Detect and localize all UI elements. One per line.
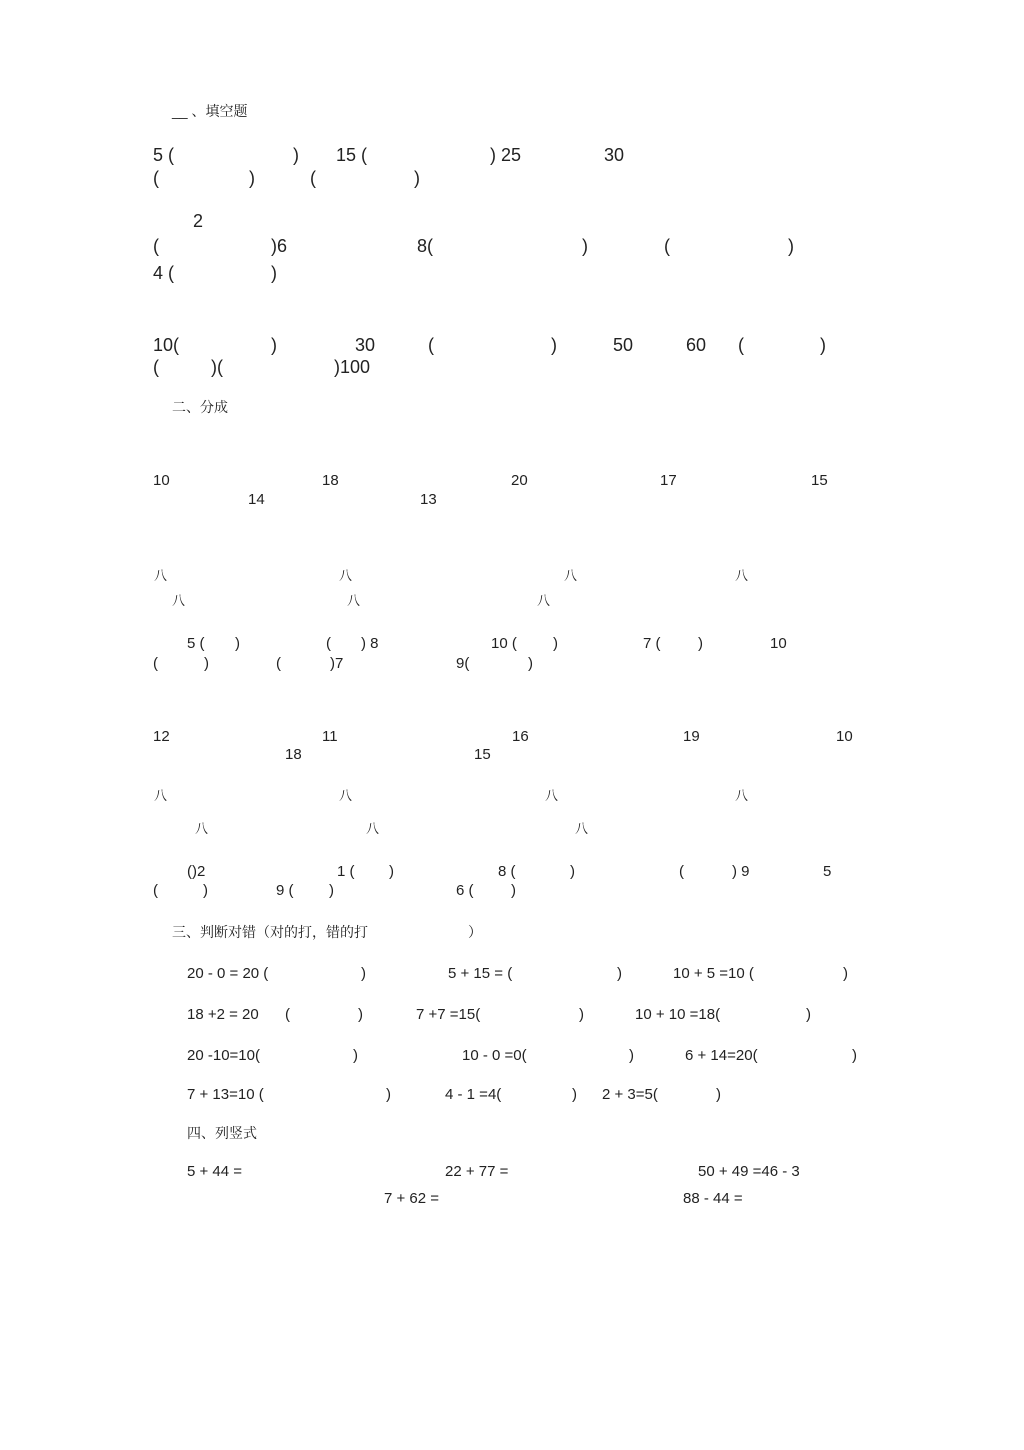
judge-item: )	[716, 1086, 721, 1103]
judge-item: 20 - 0 = 20 (	[187, 965, 269, 982]
section-vertical-title: 四、列竖式	[187, 1125, 257, 1141]
split-number: 17	[660, 472, 677, 489]
fill-text: )	[582, 236, 588, 256]
split-answer: )	[204, 655, 209, 672]
judge-item: 5 + 15 = (	[448, 965, 513, 982]
split-branch: 八	[154, 788, 168, 803]
judge-item: )	[843, 965, 848, 982]
split-answer: )	[698, 635, 703, 652]
split-number: 18	[322, 472, 339, 489]
section-judge-title-close: ）	[468, 924, 482, 940]
fill-text: (	[153, 357, 159, 377]
fill-text: 5 (	[153, 145, 175, 165]
split-number: 15	[811, 472, 828, 489]
split-answer: )	[511, 882, 516, 899]
fill-text: )6	[271, 236, 288, 256]
judge-item: )	[629, 1047, 634, 1064]
judge-item: )	[358, 1006, 363, 1023]
fill-text: 30	[355, 335, 376, 355]
split-answer: 5	[823, 863, 832, 880]
fill-text: (	[153, 168, 159, 188]
fill-text: )	[249, 168, 255, 188]
section-split-title: 二、分成	[172, 399, 228, 415]
fill-text: 30	[604, 145, 625, 165]
split-answer: )	[389, 863, 394, 880]
judge-item: 10 + 5 =10 (	[673, 965, 754, 982]
split-answer: 10	[770, 635, 787, 652]
split-answer: ) 9	[732, 863, 750, 880]
vertical-item: 50 + 49 =46 - 3	[698, 1163, 800, 1180]
split-branch: 八	[172, 593, 186, 608]
judge-item: 20 -10=10(	[187, 1047, 260, 1064]
judge-item: 10 + 10 =18(	[635, 1006, 721, 1023]
split-answer: 6 (	[456, 882, 474, 899]
fill-text: )	[820, 335, 826, 355]
judge-item: 18 +2 = 20	[187, 1006, 259, 1023]
split-number: 10	[836, 728, 853, 745]
split-branch: 八	[154, 568, 168, 583]
vertical-item: 5 + 44 =	[187, 1163, 243, 1180]
judge-item: 4 - 1 =4(	[445, 1086, 502, 1103]
fill-text: (	[310, 168, 316, 188]
judge-item: 2 + 3=5(	[602, 1086, 658, 1103]
split-answer: 7 (	[643, 635, 661, 652]
split-number: 16	[512, 728, 529, 745]
judge-item: 7 + 13=10 (	[187, 1086, 264, 1103]
vertical-item: 88 - 44 =	[683, 1190, 743, 1207]
split-answer: )	[570, 863, 575, 880]
split-answer: 5 (	[187, 635, 205, 652]
vertical-item: 7 + 62 =	[384, 1190, 440, 1207]
judge-item: (	[285, 1006, 290, 1023]
split-number: 15	[474, 746, 491, 763]
split-branch: 八	[366, 821, 380, 836]
split-answer: )7	[330, 655, 344, 672]
judge-item: )	[572, 1086, 577, 1103]
split-answer: )	[235, 635, 240, 652]
split-branch: 八	[545, 788, 559, 803]
split-branch: 八	[339, 788, 353, 803]
judge-item: )	[353, 1047, 358, 1064]
split-answer: (	[153, 882, 158, 899]
judge-item: 6 + 14=20(	[685, 1047, 758, 1064]
split-branch: 八	[564, 568, 578, 583]
split-number: 13	[420, 491, 437, 508]
fill-text: 4 (	[153, 263, 175, 283]
split-number: 19	[683, 728, 700, 745]
section-fill-blank-title: __ 、填空题	[172, 103, 248, 119]
split-branch: 八	[339, 568, 353, 583]
fill-text: 2	[193, 211, 204, 231]
fill-text: (	[738, 335, 744, 355]
split-answer: )	[203, 882, 208, 899]
split-number: 14	[248, 491, 265, 508]
split-answer: (	[276, 655, 281, 672]
split-number: 18	[285, 746, 302, 763]
split-answer: 9 (	[276, 882, 294, 899]
judge-item: )	[579, 1006, 584, 1023]
fill-text: 10(	[153, 335, 180, 355]
fill-text: )100	[334, 357, 371, 377]
split-branch: 八	[575, 821, 589, 836]
judge-item: 7 +7 =15(	[416, 1006, 481, 1023]
fill-text: )(	[211, 357, 223, 377]
split-number: 12	[153, 728, 170, 745]
fill-text: )	[788, 236, 794, 256]
split-number: 20	[511, 472, 528, 489]
split-answer: )	[528, 655, 533, 672]
split-answer: 9(	[456, 655, 470, 672]
split-branch: 八	[537, 593, 551, 608]
split-branch: 八	[735, 568, 749, 583]
split-answer: )	[329, 882, 334, 899]
fill-text: )	[293, 145, 299, 165]
split-answer: (	[153, 655, 158, 672]
fill-text: )	[271, 263, 277, 283]
judge-item: )	[806, 1006, 811, 1023]
split-number: 10	[153, 472, 170, 489]
section-judge-title: 三、判断对错（对的打，错的打	[172, 924, 368, 940]
judge-item: )	[361, 965, 366, 982]
split-branch: 八	[735, 788, 749, 803]
fill-text: (	[153, 236, 159, 256]
fill-text: )	[271, 335, 277, 355]
fill-text: )	[551, 335, 557, 355]
split-answer: 1 (	[337, 863, 355, 880]
fill-text: ) 25	[490, 145, 522, 165]
split-answer: 10 (	[491, 635, 517, 652]
fill-text: 15 (	[336, 145, 368, 165]
fill-text: )	[414, 168, 420, 188]
fill-text: 8(	[417, 236, 434, 256]
split-answer: 8 (	[498, 863, 516, 880]
fill-text: (	[664, 236, 670, 256]
fill-text: (	[428, 335, 434, 355]
judge-item: 10 - 0 =0(	[462, 1047, 527, 1064]
split-answer: (	[326, 635, 331, 652]
vertical-item: 22 + 77 =	[445, 1163, 509, 1180]
fill-text: 50	[613, 335, 634, 355]
split-answer: ) 8	[361, 635, 379, 652]
fill-text: 60	[686, 335, 707, 355]
split-answer: ()2	[187, 863, 206, 880]
split-branch: 八	[195, 821, 209, 836]
judge-item: )	[386, 1086, 391, 1103]
judge-item: )	[852, 1047, 857, 1064]
split-branch: 八	[347, 593, 361, 608]
judge-item: )	[617, 965, 622, 982]
split-number: 11	[322, 728, 338, 745]
split-answer: (	[679, 863, 684, 880]
split-answer: )	[553, 635, 558, 652]
